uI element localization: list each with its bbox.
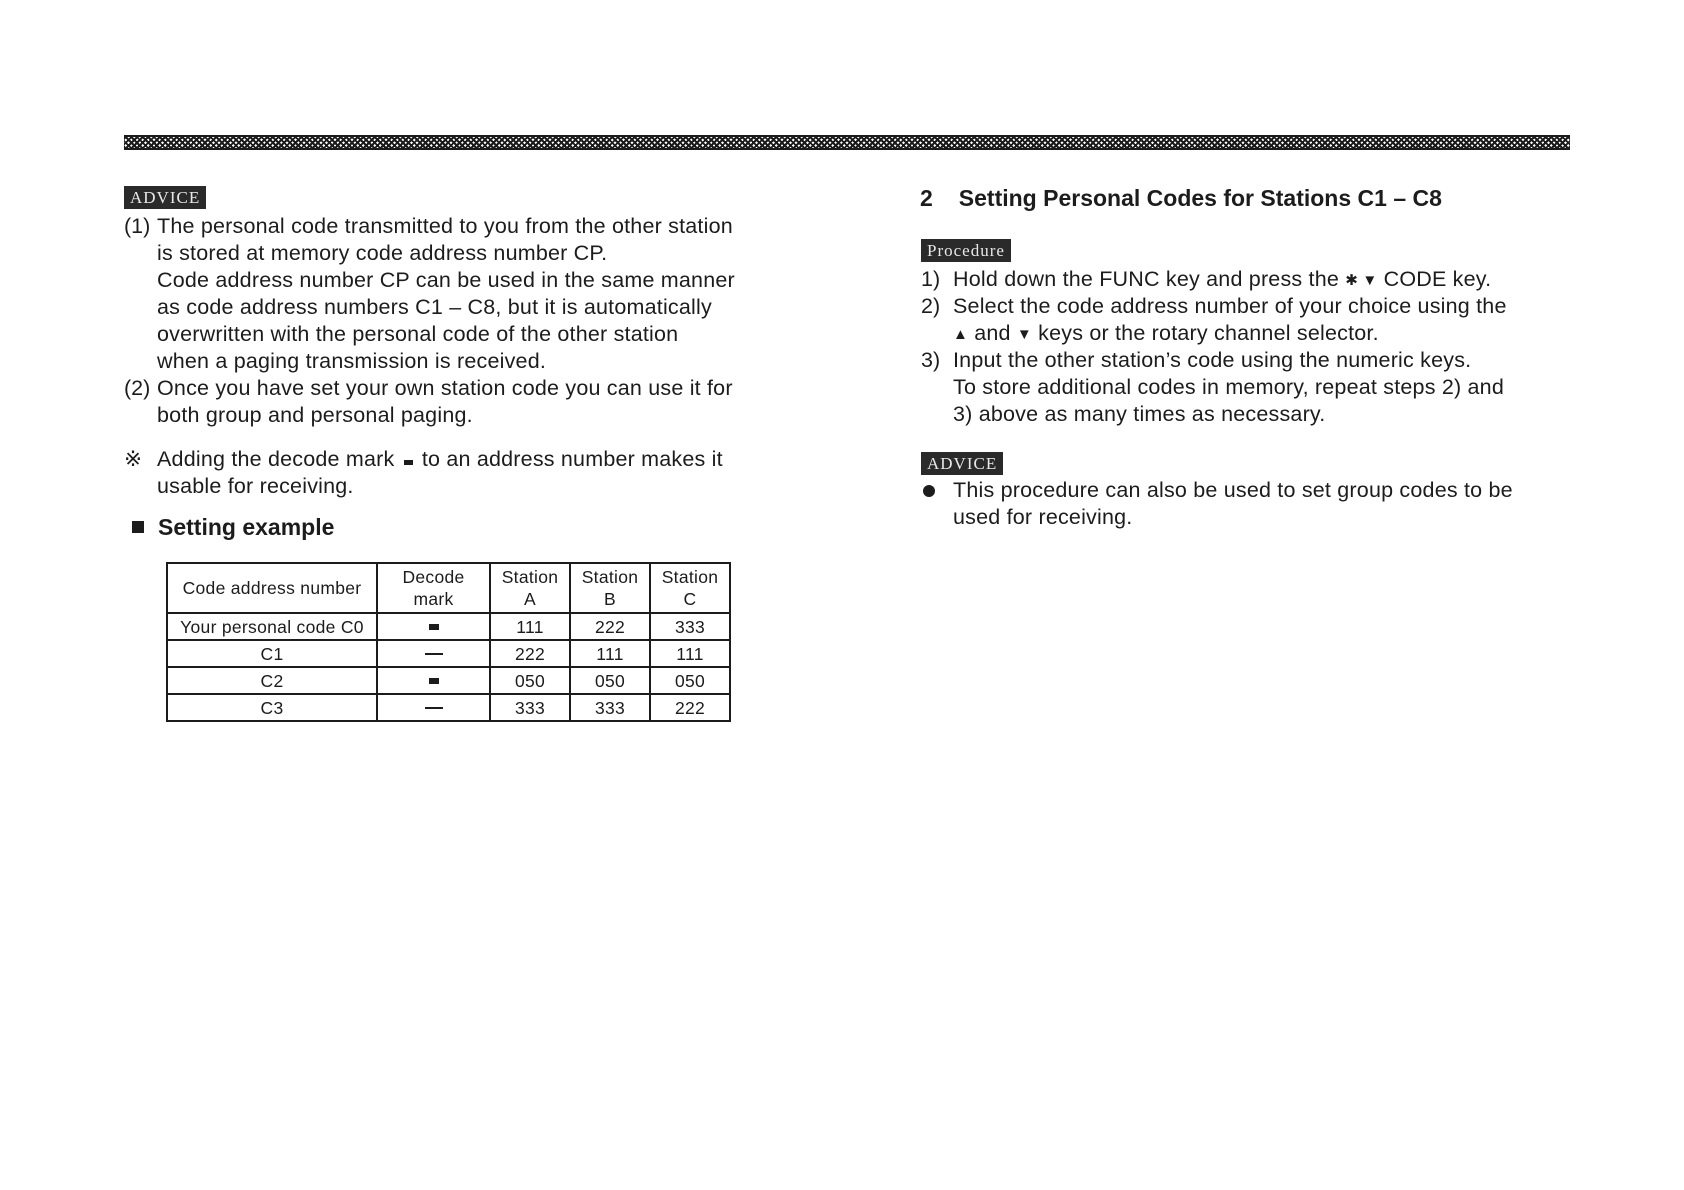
decode-note-line xyxy=(157,446,723,473)
note-text: Adding the decode mark xyxy=(157,447,395,471)
no-mark-dash-icon xyxy=(425,707,443,709)
step-number: 1) xyxy=(921,267,941,291)
square-bullet-icon xyxy=(132,521,144,533)
table-header: Code address number xyxy=(167,563,377,613)
section-title: Setting Personal Codes for Stations C1 – C8 xyxy=(958,185,1442,211)
table-header: Station B xyxy=(570,563,650,613)
table-row xyxy=(167,694,730,721)
decode-mark-icon xyxy=(404,460,413,465)
decode-mark-cell xyxy=(377,613,490,640)
table-cell: 050 xyxy=(570,667,650,694)
decorative-border xyxy=(124,135,1570,150)
table-cell: 222 xyxy=(650,694,730,721)
table-cell: 333 xyxy=(490,694,570,721)
procedure-label: Procedure xyxy=(921,239,1011,262)
step-text: To store additional codes in memory, repeat steps 2) and xyxy=(953,375,1504,399)
step-2-line-2 xyxy=(953,320,1379,348)
no-mark-dash-icon xyxy=(425,653,443,655)
setting-example-table xyxy=(166,562,731,722)
step-text: Hold down the FUNC key and press the xyxy=(953,267,1340,291)
step-number: 3) xyxy=(921,348,941,372)
table-header: Decode mark xyxy=(377,563,490,613)
step-text: keys or the rotary channel selector. xyxy=(1038,321,1379,345)
step-number: 2) xyxy=(921,294,941,318)
advice-text: used for receiving. xyxy=(953,505,1133,529)
table-cell: 222 xyxy=(490,640,570,667)
table-cell: 050 xyxy=(490,667,570,694)
table-cell: Your personal code C0 xyxy=(167,613,377,640)
table-cell: 111 xyxy=(570,640,650,667)
up-arrow-key-icon: ▲ xyxy=(953,326,969,343)
text-line: as code address numbers C1 – C8, but it is automatically xyxy=(157,295,712,319)
decode-mark-cell xyxy=(377,640,490,667)
setting-example-heading xyxy=(132,514,334,541)
decode-mark-icon xyxy=(429,624,439,630)
table-row xyxy=(167,667,730,694)
advice-text: This procedure can also be used to set group codes to be xyxy=(953,478,1513,502)
text-line: Code address number CP can be used in the same manner xyxy=(157,268,735,292)
heading-text: Setting example xyxy=(158,514,335,540)
text-line: overwritten with the personal code of the other station xyxy=(157,322,679,346)
section-number: 2 xyxy=(920,185,933,211)
paragraph-number: (1) xyxy=(124,214,151,238)
text-line: when a paging transmission is received. xyxy=(157,349,547,373)
table-cell: 222 xyxy=(570,613,650,640)
step-1 xyxy=(953,266,1491,294)
text-line: The personal code transmitted to you from the other station xyxy=(157,214,733,238)
decode-mark-cell xyxy=(377,667,490,694)
table-header-row xyxy=(167,563,730,613)
note-text: to an address number makes it xyxy=(421,447,723,471)
step-text: CODE key. xyxy=(1383,267,1492,291)
bullet-icon xyxy=(923,485,935,497)
decode-mark-icon xyxy=(429,678,439,684)
step-text: and xyxy=(974,321,1011,345)
step-text: Input the other station’s code using the numeric keys. xyxy=(953,348,1472,372)
table-cell: 111 xyxy=(490,613,570,640)
table-cell: 333 xyxy=(650,613,730,640)
decode-mark-cell xyxy=(377,694,490,721)
down-arrow-key-icon: ▼ xyxy=(1016,326,1032,343)
table-cell: 050 xyxy=(650,667,730,694)
table-cell: 111 xyxy=(650,640,730,667)
table-header: Station A xyxy=(490,563,570,613)
asterisk-down-key-icon: ✱ ▼ xyxy=(1345,272,1378,289)
step-text: Select the code address number of your choice using the xyxy=(953,294,1507,318)
text-line: Once you have set your own station code you can use it for xyxy=(157,376,733,400)
reference-mark-icon: ※ xyxy=(124,447,143,471)
table-header: Station C xyxy=(650,563,730,613)
advice-label: ADVICE xyxy=(921,452,1003,475)
table-cell: C1 xyxy=(167,640,377,667)
table-row xyxy=(167,640,730,667)
table-cell: C2 xyxy=(167,667,377,694)
text-line: both group and personal paging. xyxy=(157,403,473,427)
text-line: usable for receiving. xyxy=(157,474,354,498)
table-cell: 333 xyxy=(570,694,650,721)
table-row xyxy=(167,613,730,640)
table-cell: C3 xyxy=(167,694,377,721)
step-text: 3) above as many times as necessary. xyxy=(953,402,1326,426)
advice-label: ADVICE xyxy=(124,186,206,209)
text-line: is stored at memory code address number CP. xyxy=(157,241,608,265)
paragraph-number: (2) xyxy=(124,376,151,400)
section-heading xyxy=(920,185,1442,212)
